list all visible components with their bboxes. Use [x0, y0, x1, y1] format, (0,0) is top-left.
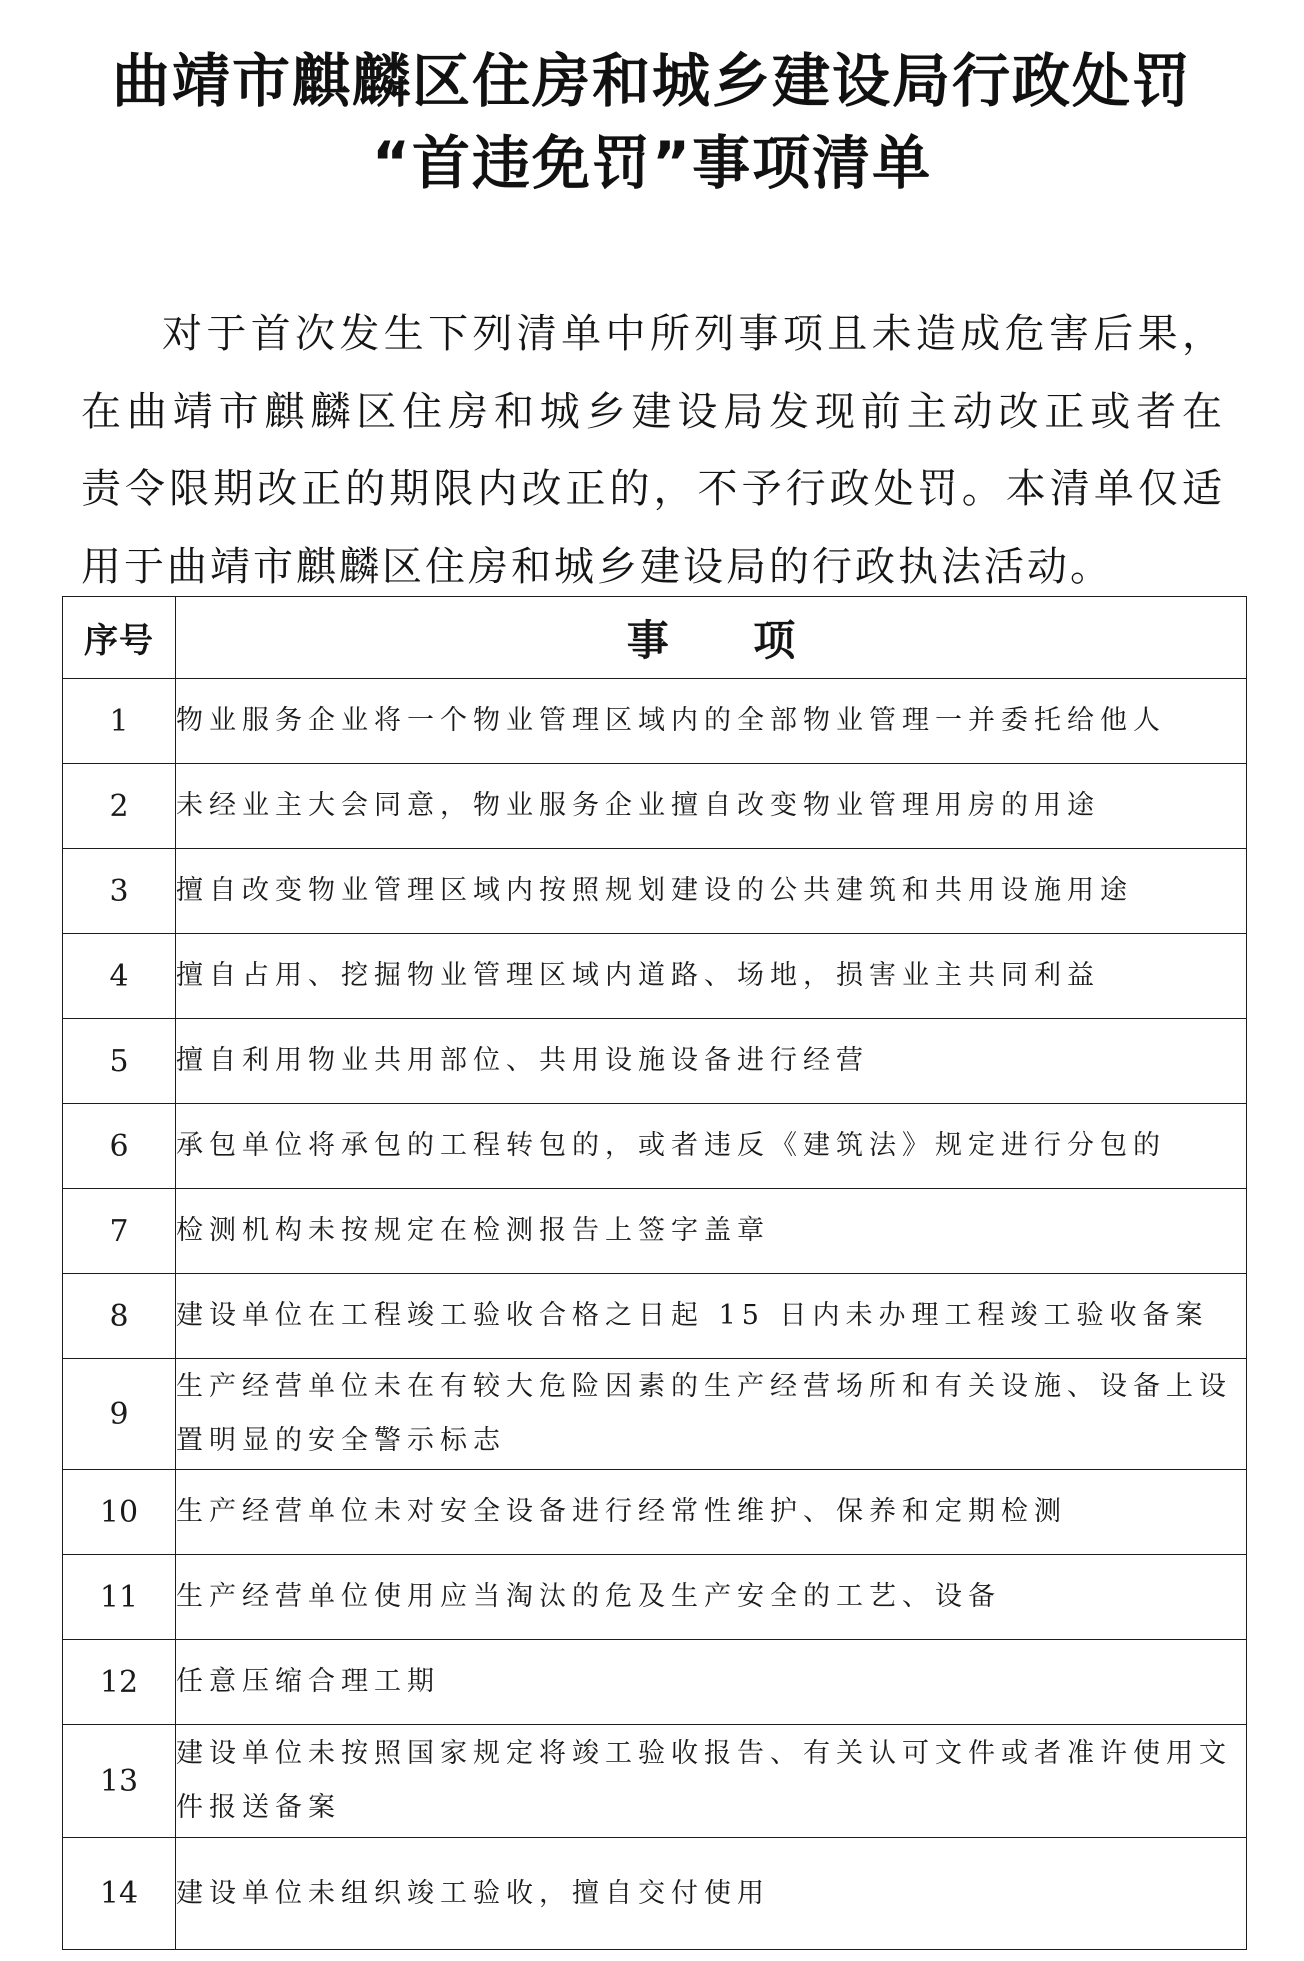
- intro-line-3: 责令限期改正的期限内改正的，不予行政处罚。本清单仅适: [81, 466, 1225, 512]
- intro-line-2: 在曲靖市麒麟区住房和城乡建设局发现前主动改正或者在: [81, 388, 1225, 435]
- row-item: 生产经营单位未在有较大危险因素的生产经营场所和有关设施、设备上设置明显的安全警示标志: [176, 1359, 1247, 1470]
- row-number: 1: [63, 679, 176, 764]
- table-row: [63, 1189, 1247, 1274]
- table-row: [63, 1838, 1247, 1950]
- row-item: 物业服务企业将一个物业管理区域内的全部物业管理一并委托给他人: [176, 679, 1247, 764]
- row-item: 擅自占用、挖掘物业管理区域内道路、场地，损害业主共同利益: [176, 934, 1247, 1019]
- table-row: [63, 934, 1247, 1019]
- row-number: 7: [63, 1189, 176, 1274]
- row-item: 生产经营单位未对安全设备进行经常性维护、保养和定期检测: [176, 1470, 1247, 1555]
- row-item: 未经业主大会同意，物业服务企业擅自改变物业管理用房的用途: [176, 764, 1247, 849]
- document-title: [0, 40, 1304, 204]
- table-row: [63, 1725, 1247, 1838]
- row-number: 9: [63, 1359, 176, 1470]
- table-row: [63, 1555, 1247, 1640]
- table-row: [63, 1359, 1247, 1470]
- intro-line-4: 用于曲靖市麒麟区住房和城乡建设局的行政执法活动。: [81, 543, 1113, 590]
- table-row: [63, 679, 1247, 764]
- intro-line-1: 对于首次发生下列清单中所列事项且未造成危害后果，: [162, 311, 1225, 357]
- table-row: [63, 1470, 1247, 1555]
- row-number: 12: [63, 1640, 176, 1725]
- row-number: 3: [63, 849, 176, 934]
- table-row: [63, 764, 1247, 849]
- row-number: 6: [63, 1104, 176, 1189]
- table-header-row: [63, 597, 1247, 679]
- row-number: 11: [63, 1555, 176, 1640]
- title-line-1: 曲靖市麒麟区住房和城乡建设局行政处罚: [111, 47, 1192, 115]
- row-item: 检测机构未按规定在检测报告上签字盖章: [176, 1189, 1247, 1274]
- table-row: [63, 1640, 1247, 1725]
- table-row: [63, 1104, 1247, 1189]
- header-item: 事 项: [176, 597, 1247, 679]
- title-line-2: “首违免罚”事项清单: [371, 129, 933, 197]
- row-number: 13: [63, 1725, 176, 1838]
- intro-paragraph: [81, 296, 1225, 606]
- row-item: 任意压缩合理工期: [176, 1640, 1247, 1725]
- table-row: [63, 1019, 1247, 1104]
- row-number: 2: [63, 764, 176, 849]
- row-item: 建设单位未组织竣工验收，擅自交付使用: [176, 1838, 1247, 1950]
- row-item: 擅自利用物业共用部位、共用设施设备进行经营: [176, 1019, 1247, 1104]
- items-table: [62, 596, 1247, 1950]
- row-item: 生产经营单位使用应当淘汰的危及生产安全的工艺、设备: [176, 1555, 1247, 1640]
- row-item: 擅自改变物业管理区域内按照规划建设的公共建筑和共用设施用途: [176, 849, 1247, 934]
- row-number: 8: [63, 1274, 176, 1359]
- row-item: 建设单位未按照国家规定将竣工验收报告、有关认可文件或者准许使用文件报送备案: [176, 1725, 1247, 1838]
- row-number: 14: [63, 1838, 176, 1950]
- row-item: 建设单位在工程竣工验收合格之日起 15 日内未办理工程竣工验收备案: [176, 1274, 1247, 1359]
- table-row: [63, 1274, 1247, 1359]
- row-number: 10: [63, 1470, 176, 1555]
- row-number: 5: [63, 1019, 176, 1104]
- row-item: 承包单位将承包的工程转包的，或者违反《建筑法》规定进行分包的: [176, 1104, 1247, 1189]
- header-index: 序号: [63, 597, 176, 679]
- table-row: [63, 849, 1247, 934]
- row-number: 4: [63, 934, 176, 1019]
